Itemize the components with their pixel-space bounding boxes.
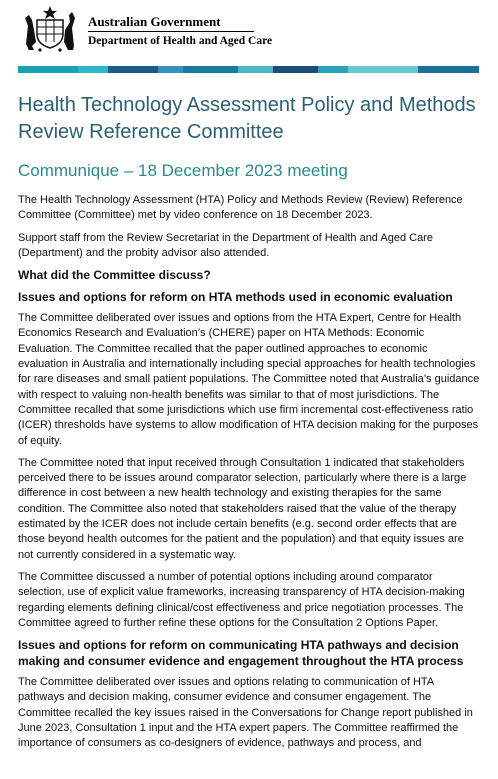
band-segment [183, 66, 238, 73]
band-segment [273, 66, 318, 73]
intro-paragraph-2: Support staff from the Review Secretariat in the Department of Health and Aged Care (Department) and the probity advisor also attended. [18, 231, 433, 259]
section-heading-communication: Issues and options for reform on communicating HTA pathways and decision making and consumer evidence and engagement throughout the HTA process [18, 638, 464, 668]
band-segment [318, 66, 348, 73]
intro-paragraph-1: The Health Technology Assessment (HTA) Policy and Methods Review (Review) Reference Committee (Committee) met by video conference on 18 December 2023. [18, 194, 463, 222]
header-divider [88, 31, 254, 32]
page-header [0, 0, 498, 60]
section-heading-discussion: What did the Committee discuss? [18, 268, 211, 283]
document-subtitle: Communique – 18 December 2023 meeting [18, 161, 348, 180]
band-segment [238, 66, 273, 73]
paragraph-communication-1: The Committee deliberated over issues and options relating to communication of HTA pathways and decision making, consumer evidence and consumer engagement. The Committee recalled the key issues raised in the Conversations for Change report published in June 2023, Consultation 1 input and the HTA expert papers. The Committee reaffirmed the importance of consumers as co-designers of evidence, pathways and process, and [18, 676, 473, 750]
document-title: Health Technology Assessment Policy and Methods Review Reference Committee [18, 94, 476, 143]
government-name: Australian Government [88, 14, 221, 29]
band-segment [348, 66, 418, 73]
paragraph-economic-3: The Committee discussed a number of potential options including around comparator selection, use of explicit value frameworks, increasing transparency of HTA decision-making regarding elements defining clinical/cost effectiveness and price negotiation processes. The Committee agreed to further refine these options for the Consultation 2 Options Paper. [18, 570, 465, 629]
band-segment [108, 66, 158, 73]
band-segment [78, 66, 108, 73]
decorative-color-band [18, 66, 479, 73]
band-segment [158, 66, 183, 73]
document-body [18, 193, 480, 759]
band-segment [418, 66, 479, 73]
coat-of-arms-icon [20, 4, 80, 52]
paragraph-economic-2: The Committee noted that input received through Consultation 1 indicated that stakeholders perceived there to be issues around comparator selection, particularly where there is a large difference in cost between a new health technology and existing therapies for the same condition. The Committee also noted that stakeholders raised that the value of the therapy estimated by the ICER does not include certain benefits (e.g. second order effects that are those beyond health outcomes for the patient and the population) and that equity issues are not currently considered in a systematic way. [18, 456, 467, 561]
band-segment [18, 66, 78, 73]
department-name: Department of Health and Aged Care [88, 35, 273, 47]
paragraph-economic-1: The Committee deliberated over issues and options from the HTA Expert, Centre for Health Economics Research and Evaluation’s (CHERE) paper on HTA Methods: Economic Evaluation. The Committee recalled that the paper outlined approaches to economic evaluation in Australia and internationally including special approaches for health technologies for rare diseases and small patient populations. The Committee noted that Australia’s guidance with respect to valuing non-health benefits was similar to that of most jurisdictions. The Committee recalled that some jurisdictions which use firm incremental cost-effectiveness ratio (ICER) thresholds have systems to allow modification of HTA decision making for the purposes of equity. [18, 312, 480, 447]
section-heading-economic-evaluation: Issues and options for reform on HTA methods used in economic evaluation [18, 289, 453, 304]
